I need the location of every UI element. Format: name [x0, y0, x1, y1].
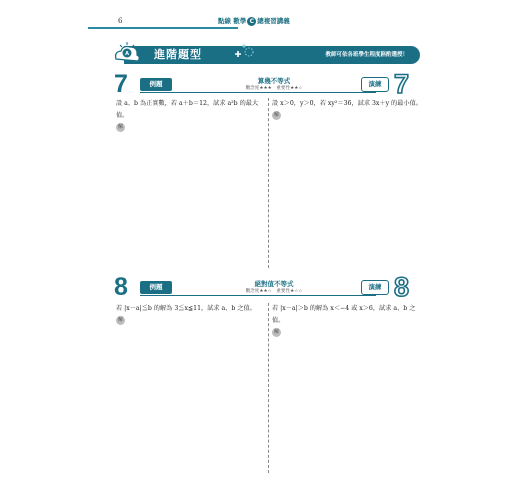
example-tag: 例題 — [140, 281, 172, 294]
example-text: 若 |x－a|≦b 的解為 3≦x≦11，試求 a、b 之值。 — [116, 305, 256, 312]
svg-text:A: A — [125, 51, 129, 57]
problem-topic: 算幾不等式 — [257, 77, 291, 85]
book-title — [218, 16, 290, 26]
problem-number: 7 — [114, 70, 128, 98]
book-title-post: 總複習講義 — [257, 17, 290, 25]
sparkle-icon — [230, 42, 258, 64]
section-banner — [112, 41, 420, 67]
practice-text: 設 x＞0，y＞0，若 xy²＝36，試求 3x＋y 的最小值。 — [272, 100, 422, 107]
example-text: 設 a、b 為正實數，若 a＋b＝12，試求 a²b 的最大值。 — [116, 100, 259, 119]
practice-number: 7 — [394, 69, 410, 99]
answer-mark: 解 — [273, 329, 279, 335]
problem-number: 8 — [114, 273, 128, 301]
practice-problem — [272, 98, 422, 120]
page-number: 6 — [118, 17, 123, 25]
practice-tag: 演練 — [361, 280, 389, 295]
answer-mark: 解 — [273, 112, 279, 118]
header-line — [140, 92, 376, 93]
brand-logo-text: 點線 — [218, 17, 231, 25]
book-title-circle-letter: C — [247, 17, 256, 26]
practice-problem — [272, 303, 422, 337]
example-problem — [116, 98, 266, 132]
problem-header — [114, 272, 420, 302]
example-tag: 例題 — [140, 78, 172, 91]
header-rule — [88, 27, 238, 29]
section-title: 進階題型 — [154, 48, 202, 61]
practice-number: 8 — [394, 272, 410, 302]
practice-text: 若 |x－a|＞b 的解為 x＜−4 或 x＞6，試求 a、b 之值。 — [272, 305, 416, 324]
problem-topic: 絕對值不等式 — [254, 280, 294, 288]
header-line — [140, 295, 376, 296]
answer-mark: 解 — [117, 124, 123, 130]
problem-rating: 觀念度★★☆ 重要性★☆☆ — [245, 289, 303, 294]
column-divider — [268, 98, 269, 268]
section-note: 教師可依各班學生程度斟酌選授！ — [325, 52, 408, 58]
column-divider — [268, 303, 269, 473]
answer-mark: 解 — [117, 317, 123, 323]
problem-rating: 觀念度★★★ 重要性★★☆ — [245, 86, 303, 91]
book-title-pre: 數學 — [233, 17, 247, 25]
lightbulb-icon — [112, 39, 142, 69]
example-problem — [116, 303, 266, 325]
problem-header — [114, 69, 420, 99]
running-header — [88, 18, 418, 30]
practice-tag: 演練 — [361, 77, 389, 92]
